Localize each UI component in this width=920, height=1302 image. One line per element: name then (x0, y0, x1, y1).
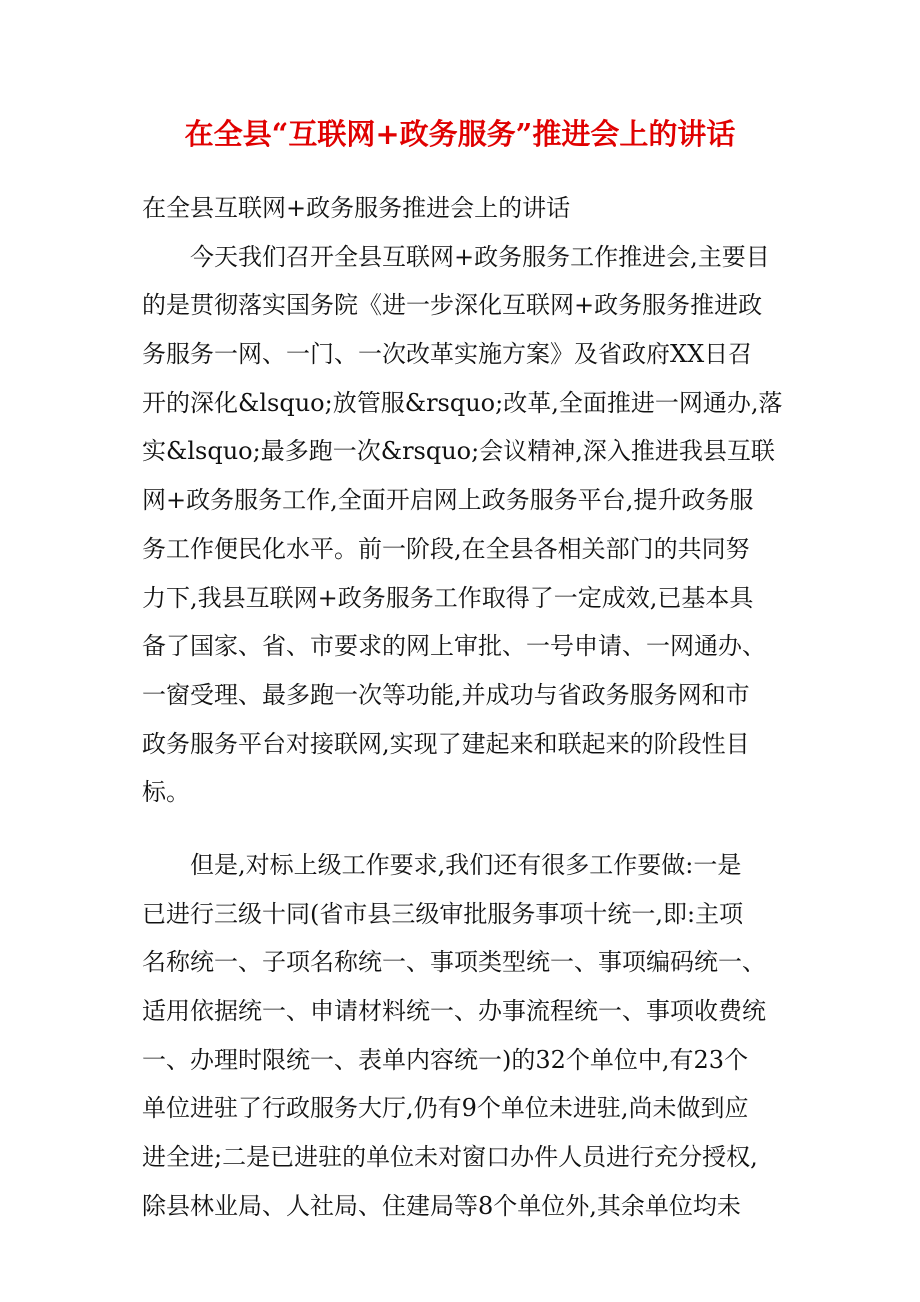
paragraph-line: 名称统一、子项名称统一、事项类型统一、事项编码统一、 (142, 948, 766, 977)
paragraph-2 (142, 841, 802, 1231)
paragraph-line: 实&lsquo;最多跑一次&rsquo;会议精神,深入推进我县互联 (142, 437, 775, 466)
paragraph-line: 今天我们召开全县互联网+政务服务工作推进会,主要目 (190, 242, 770, 271)
paragraph-line: 但是,对标上级工作要求,我们还有很多工作要做:一是 (190, 850, 742, 879)
document-subtitle: 在全县互联网+政务服务推进会上的讲话 (142, 194, 571, 222)
paragraph-line: 网+政务服务工作,全面开启网上政务服务平台,提升政务服 (142, 486, 754, 515)
paragraph-line: 单位进驻了行政服务大厅,仍有9个单位未进驻,尚未做到应 (142, 1094, 749, 1123)
paragraph-line: 适用依据统一、申请材料统一、办事流程统一、事项收费统 (142, 997, 766, 1025)
paragraph-line: 除县林业局、人社局、住建局等8个单位外,其余单位均未 (142, 1191, 741, 1220)
paragraph-line: 政务服务平台对接联网,实现了建起来和联起来的阶段性目 (142, 729, 750, 758)
paragraph-line: 开的深化&lsquo;放管服&rsquo;改革,全面推进一网通办,落 (142, 388, 783, 417)
paragraph-line: 一、办理时限统一、表单内容统一)的32个单位中,有23个 (142, 1045, 749, 1074)
paragraph-line: 的是贯彻落实国务院《进一步深化互联网+政务服务推进政 (142, 291, 763, 320)
paragraph-line: 务服务一网、一门、一次改革实施方案》及省政府XX日召 (142, 340, 753, 369)
paragraph-1 (142, 233, 802, 817)
paragraph-line: 力下,我县互联网+政务服务工作取得了一定成效,已基本具 (142, 583, 754, 612)
document-title: 在全县“互联网+政务服务”推进会上的讲话 (184, 117, 736, 151)
paragraph-line: 进全进;二是已进驻的单位未对窗口办件人员进行充分授权, (142, 1143, 758, 1172)
document-body (142, 184, 802, 1230)
paragraph-line: 标。 (142, 778, 190, 807)
paragraph-line: 备了国家、省、市要求的网上审批、一号申请、一网通办、 (142, 632, 766, 661)
paragraph-line: 一窗受理、最多跑一次等功能,并成功与省政务服务网和市 (142, 680, 750, 709)
paragraph-line: 务工作便民化水平。前一阶段,在全县各相关部门的共同努 (142, 534, 750, 563)
paragraph-spacer (142, 817, 802, 841)
paragraph-line: 已进行三级十同(省市县三级审批服务事项十统一,即:主项 (142, 899, 744, 928)
